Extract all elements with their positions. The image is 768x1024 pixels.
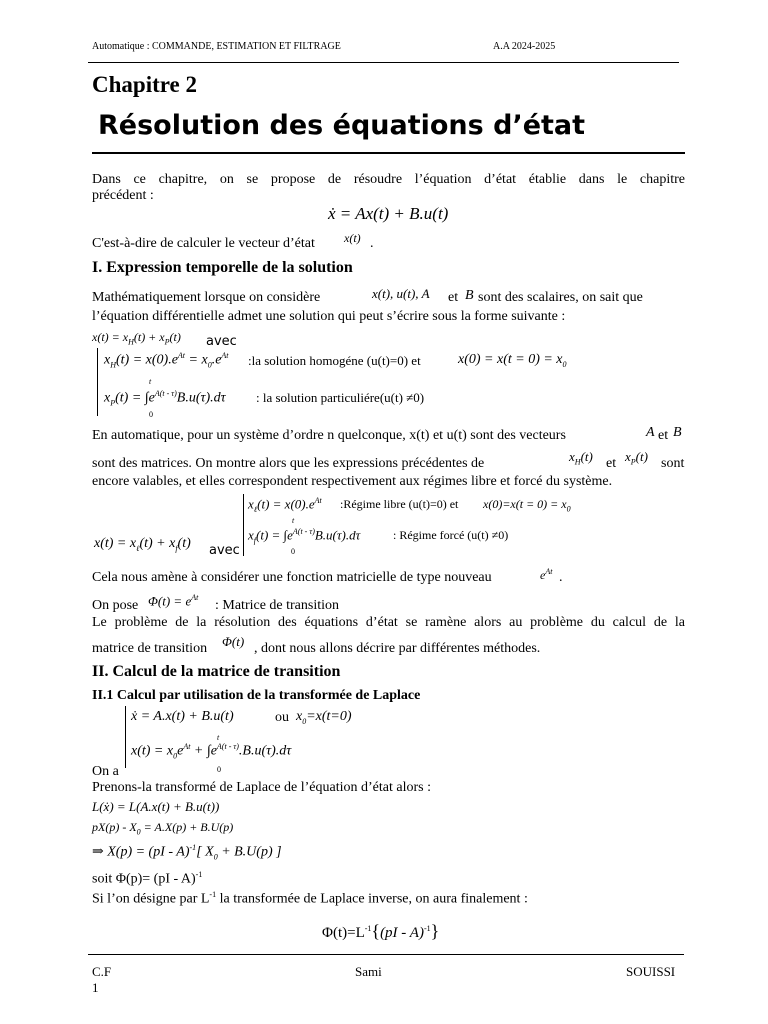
integral-lower-2: 0 bbox=[291, 547, 295, 556]
s1-p2-xH: $x_H(t)$ bbox=[569, 449, 593, 467]
footer-rule bbox=[88, 954, 684, 955]
s1-p2-B: B bbox=[673, 425, 682, 440]
intro-period: . bbox=[370, 236, 374, 251]
forced-regime-eq: $x_f(t) = \int e^{A(t - \tau)}B.u(\tau).d\tau$ bbox=[248, 527, 361, 545]
laplace-system-cond: $x_0=x(t=0)$ bbox=[296, 709, 352, 726]
free-regime-cond: $x(0)=x(t = 0) = x_0$ bbox=[483, 497, 571, 514]
title-rule bbox=[92, 152, 685, 154]
intro-line-1: Dans ce chapitre, on se propose de résoudre l’équation d’état établie dans le chapitre bbox=[92, 172, 685, 187]
s1-p1-line1-b: sont des scalaires, on sait que bbox=[478, 290, 643, 305]
forced-regime-label: : Régime forcé (u(t) ≠0) bbox=[393, 528, 509, 542]
integral-upper-2: t bbox=[292, 516, 295, 525]
s1-p4-line1: Le problème de la résolution des équations d’état se ramène alors au problème du calcul de la bbox=[92, 615, 685, 630]
footer-left: C.F bbox=[92, 964, 112, 979]
homogeneous-solution-label: :la solution homogéne (u(t)=0) et bbox=[248, 353, 421, 368]
particular-solution-label: : la solution particuliére(u(t) ≠0) bbox=[256, 390, 425, 405]
free-regime-eq: $x_\ell(t) = x(0).e^{At}$ bbox=[248, 496, 322, 514]
laplace-eq-2: $pX(p) - X_0 = A.X(p) + B.U(p)$ bbox=[92, 820, 234, 837]
s1-p2-line3: encore valables, et elles correspondent respectivement aux régimes libre et forcé du système. bbox=[92, 474, 613, 489]
s1-p2-A: A bbox=[646, 425, 655, 440]
s1-p2-line2-a: sont des matrices. On montre alors que les expressions précédentes de bbox=[92, 456, 485, 471]
s1-p2-et: et bbox=[658, 428, 669, 443]
avec-label-1: avec bbox=[206, 334, 237, 349]
brace-system-3 bbox=[125, 706, 126, 768]
regime-sum-equation: $x(t) = x_\ell(t) + x_f(t)$ bbox=[94, 536, 191, 553]
laplace-system-eq2: $x(t) = x_0e^{At} + \int e^{A(t - \tau)}.B.u(\tau).d\tau$ bbox=[131, 742, 292, 761]
laplace-eq-1: L(ẋ) = L(A.x(t) + B.u(t)) bbox=[92, 799, 220, 814]
header-course-title: Automatique : COMMANDE, ESTIMATION ET FILTRAGE bbox=[92, 41, 341, 52]
transition-matrix-laplace: soit Φ(p)= (pI - A)$^{-1}$ bbox=[92, 870, 203, 887]
integral-lower-3: 0 bbox=[217, 765, 221, 774]
chapter-label: Chapitre 2 bbox=[92, 72, 197, 97]
intro-line-2: précédent : bbox=[92, 188, 154, 203]
page-title: Résolution des équations d’état bbox=[98, 110, 586, 141]
section-2-heading: II. Calcul de la matrice de transition bbox=[92, 663, 341, 680]
free-regime-label: :Régime libre (u(t)=0) et bbox=[340, 497, 459, 511]
s1-p2-xP: $x_P(t)$ bbox=[625, 449, 648, 467]
s1-p3-period: . bbox=[559, 570, 563, 585]
particular-solution-eq: $x_P(t) = \int e^{A(t - \tau)}B.u(\tau).d\tau$ bbox=[104, 389, 226, 408]
section-1-heading: I. Expression temporelle de la solution bbox=[92, 259, 353, 276]
solution-sum-equation: $x(t) = x_H(t) + x_P(t)$ bbox=[92, 330, 181, 347]
laplace-intro: Prenons-la transformé de Laplace de l’équation d’état alors : bbox=[92, 780, 431, 795]
s1-p1-line2: l’équation différentielle admet une solution qui peut s’écrire sous la forme suivante : bbox=[92, 309, 566, 324]
intro-line-3: C'est-à-dire de calculer le vecteur d’état bbox=[92, 236, 315, 251]
homogeneous-solution-eq: $x_H(t) = x(0).e^{At} = x_0.e^{At}$ bbox=[104, 351, 229, 370]
integral-lower-1: 0 bbox=[149, 410, 153, 419]
s1-p4-phi: Φ(t) bbox=[222, 634, 245, 649]
s1-p1-vars: x(t), u(t), A bbox=[372, 286, 430, 301]
brace-system-2 bbox=[243, 494, 244, 556]
laplace-system-eq1: ẋ = A.x(t) + B.u(t) bbox=[131, 709, 234, 724]
laplace-eq-3: ⇒ X(p) = (pI - A)$^{-1}$[ $X_0 + B.U(p)$ ] bbox=[92, 843, 282, 862]
s1-pose-desc: : Matrice de transition bbox=[215, 598, 340, 613]
initial-condition: $x(0) = x(t = 0) = x_0$ bbox=[458, 352, 567, 369]
on-a-label: On a bbox=[92, 764, 119, 779]
s1-p1-B: B bbox=[465, 288, 474, 303]
header-rule bbox=[88, 62, 679, 63]
final-transition-matrix: $\Phi(t)=L^{-1}\{(pI - A)^{-1}\}$ bbox=[322, 921, 440, 941]
s1-p1-et: et bbox=[448, 290, 459, 305]
brace-system-1 bbox=[97, 348, 98, 416]
integral-upper-1: t bbox=[149, 377, 152, 386]
footer-right: SOUISSI bbox=[626, 964, 676, 979]
footer-page-number: 1 bbox=[92, 980, 99, 995]
s1-p2-line1: En automatique, pour un système d’ordre n quelconque, x(t) et u(t) sont des vecteurs bbox=[92, 428, 566, 443]
transition-matrix-def: $\Phi(t) = e^{At}$ bbox=[148, 593, 199, 609]
s1-p2-sont: sont bbox=[661, 456, 685, 471]
s1-p2-et2: et bbox=[606, 456, 617, 471]
footer-center: Sami bbox=[355, 964, 382, 979]
subsection-2-1-heading: II.1 Calcul par utilisation de la transformée de Laplace bbox=[92, 688, 421, 703]
laplace-system-ou: ou bbox=[275, 710, 289, 725]
state-vector-symbol: x(t) bbox=[344, 231, 361, 245]
integral-upper-3: t bbox=[217, 733, 220, 742]
matrix-exponential: $e^{At}$ bbox=[540, 567, 553, 582]
s1-p4-line2-b: , dont nous allons décrire par différentes méthodes. bbox=[254, 641, 541, 656]
s1-pose-label: On pose bbox=[92, 598, 139, 613]
s1-p3: Cela nous amène à considérer une fonction matricielle de type nouveau bbox=[92, 570, 492, 585]
s1-p1-line1-a: Mathématiquement lorsque on considère bbox=[92, 290, 321, 305]
inverse-laplace-line: Si l’on désigne par $L^{-1}$ la transformée de Laplace inverse, on aura finalement : bbox=[92, 890, 528, 907]
s1-p4-line2-a: matrice de transition bbox=[92, 641, 208, 656]
header-academic-year: A.A 2024-2025 bbox=[493, 41, 556, 52]
state-equation: ẋ = Ax(t) + B.u(t) bbox=[328, 204, 449, 223]
avec-label-2: avec bbox=[209, 543, 240, 558]
